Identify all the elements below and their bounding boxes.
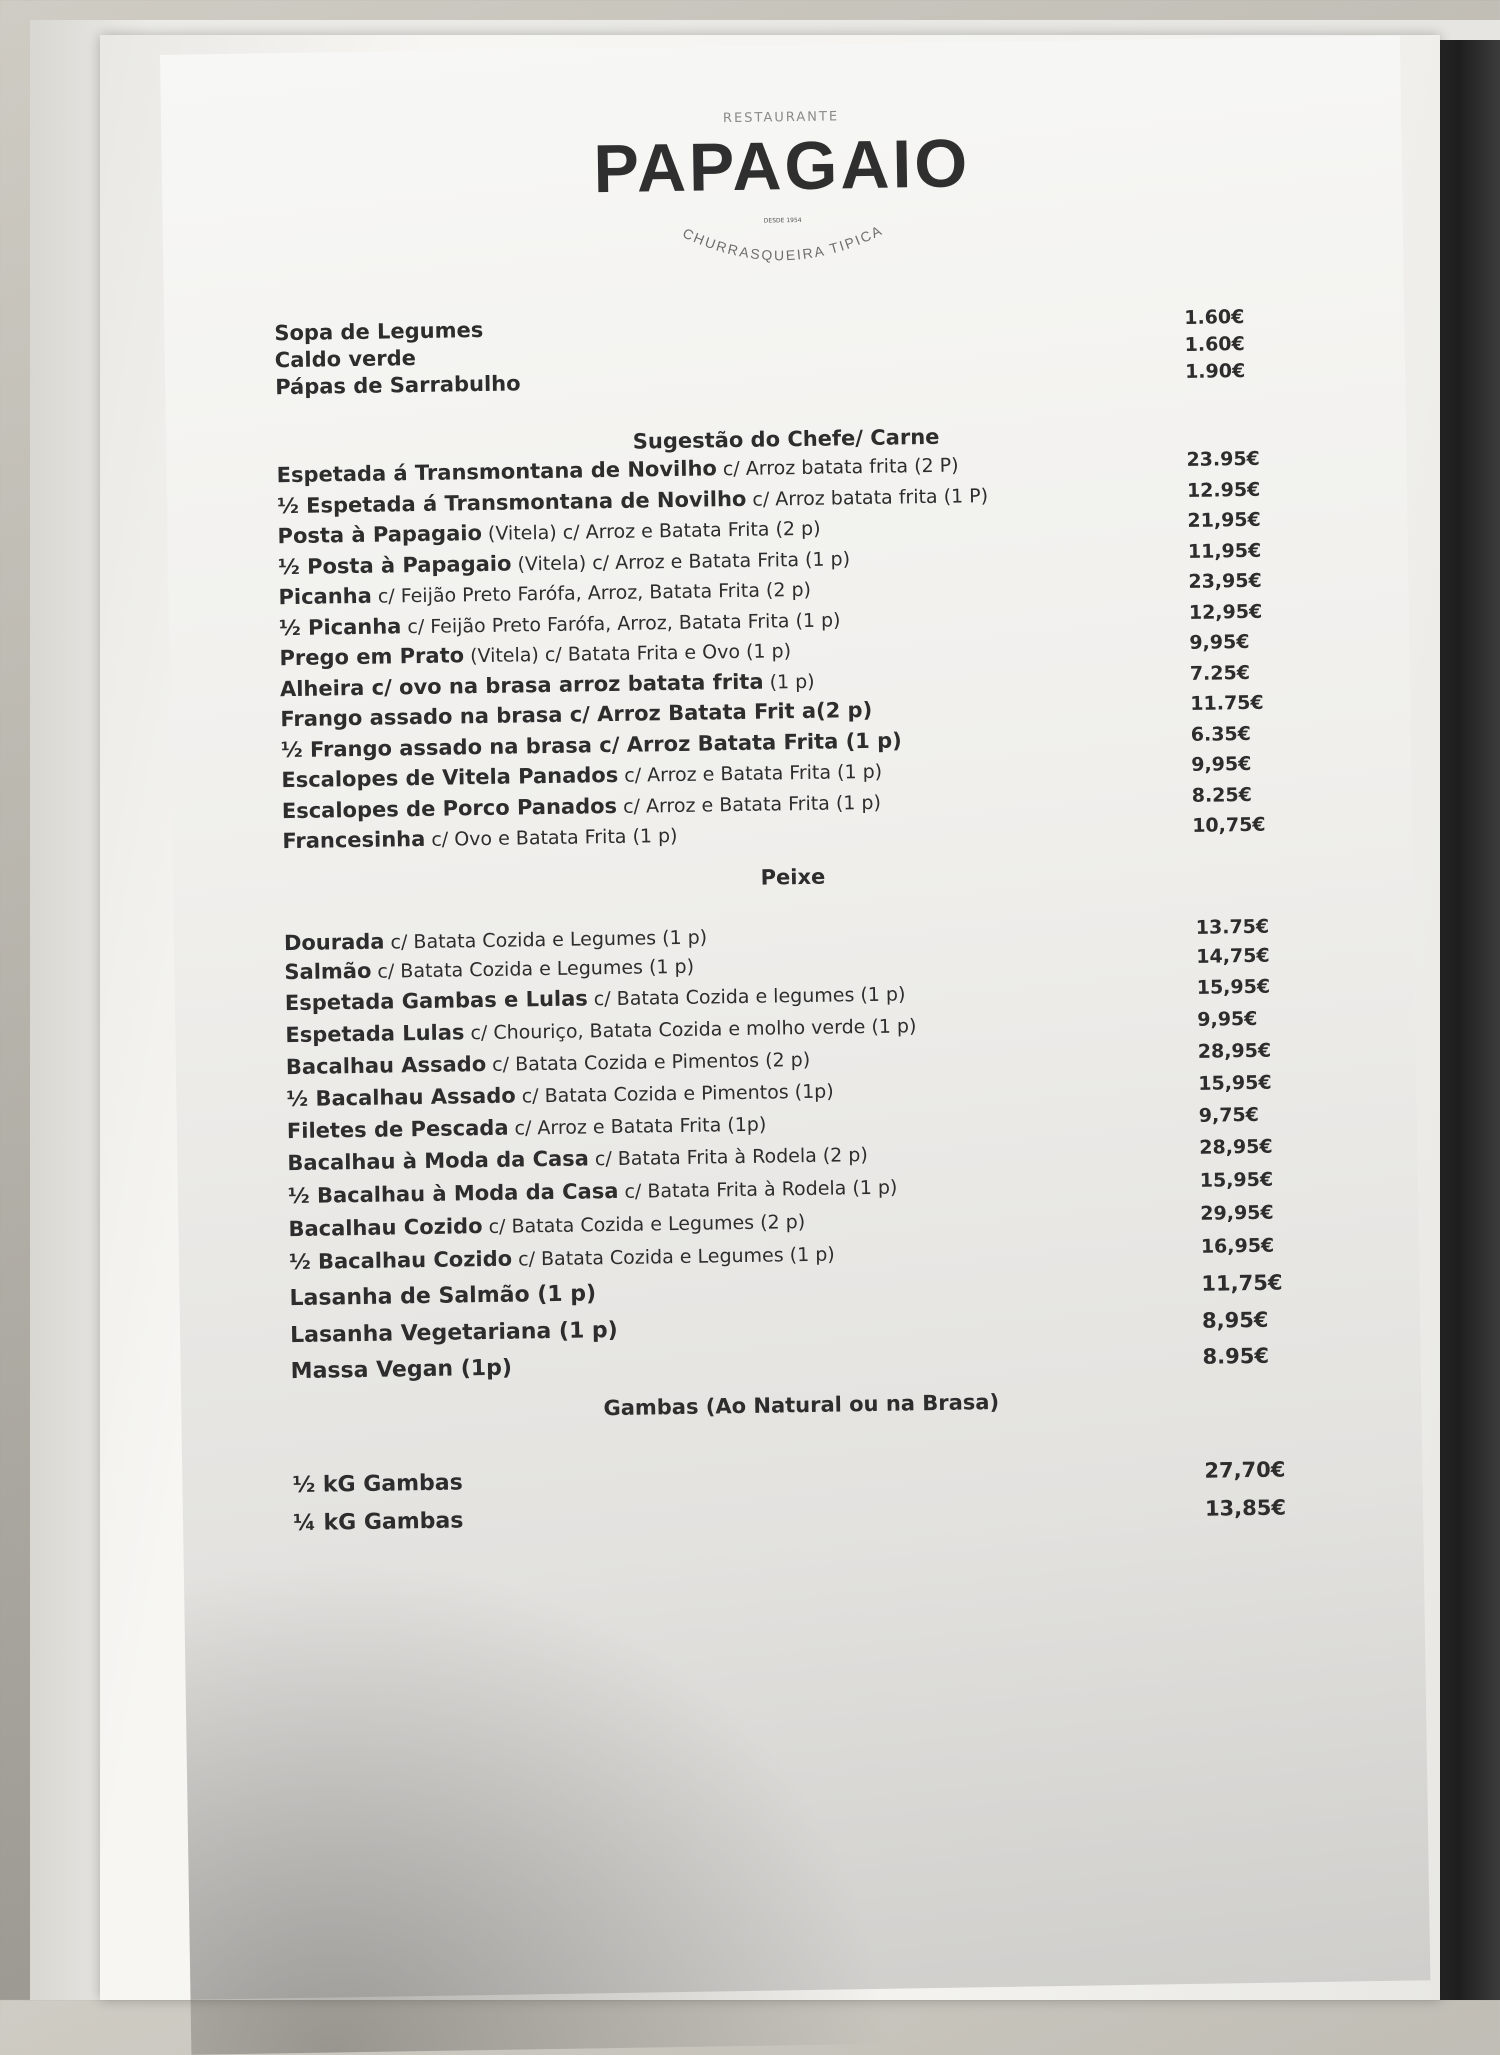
- menu-item-price: 13.75€: [1195, 915, 1270, 939]
- logo-tagline-arc: [163, 196, 1404, 305]
- menu-item-name: Francesinha c/ Ovo e Batata Frita (1 p): [282, 824, 678, 854]
- menu-item-price: 1.90€: [1184, 359, 1246, 383]
- section-heading-gambas: Gambas (Ao Natural ou na Brasa): [603, 1389, 1000, 1421]
- menu-item-description: (Vitela) c/ Arroz e Batata Frita (2 p): [481, 517, 821, 546]
- menu-item-name: ½ Picanha c/ Feijão Preto Farófa, Arroz, Batata Frita (1 p): [278, 608, 841, 640]
- menu-item-price: 9,75€: [1198, 1103, 1260, 1127]
- menu-item-name: ½ Espetada á Transmontana de Novilho c/ Arroz batata frita (1 P): [276, 484, 989, 518]
- menu-item-price: 11.75€: [1190, 691, 1264, 715]
- menu-item-description: c/ Ovo e Batata Frita (1 p): [425, 824, 678, 851]
- menu-item-description: c/ Batata Cozida e Legumes (2 p): [482, 1211, 806, 1239]
- menu-item-description: c/ Batata Cozida e Legumes (1 p): [384, 926, 708, 954]
- svg-text:CHURRASQUEIRA TIPICA: [680, 222, 886, 265]
- menu-item-price: 10,75€: [1192, 813, 1266, 837]
- menu-item-price: 28,95€: [1197, 1039, 1272, 1063]
- section-heading-carne: Sugestão do Chefe/ Carne: [632, 424, 940, 454]
- menu-item-name: ½ Frango assado na brasa c/ Arroz Batata Frita (1 p): [280, 727, 902, 762]
- menu-item-name: Sopa de Legumes: [274, 317, 484, 346]
- menu-item-price: 23,95€: [1188, 569, 1262, 593]
- menu-item-price: 7.25€: [1189, 661, 1251, 685]
- menu-item-description: c/ Chouriço, Batata Cozida e molho verde (1 p): [464, 1015, 917, 1045]
- menu-item-description: c/ Batata Cozida e Pimentos (1p): [515, 1080, 834, 1108]
- menu-item-description: c/ Batata Frita à Rodela (1 p): [618, 1176, 898, 1203]
- section-heading-peixe: Peixe: [760, 864, 826, 890]
- menu-item-name: Bacalhau à Moda da Casa c/ Batata Frita à Rodela (2 p): [287, 1144, 868, 1176]
- menu-item-description: (Vitela) c/ Batata Frita e Ovo (1 p): [463, 640, 792, 668]
- menu-item-price: 15,95€: [1199, 1168, 1274, 1192]
- logo-subtitle: RESTAURANTE: [722, 109, 840, 127]
- menu-item-description: c/ Batata Cozida e Legumes (1 p): [511, 1243, 835, 1271]
- menu-item-price: 1.60€: [1184, 332, 1245, 356]
- menu-item-name: Pápas de Sarrabulho: [275, 371, 521, 400]
- menu-item-name: Dourada c/ Batata Cozida e Legumes (1 p): [283, 926, 708, 956]
- menu-item-price: 6.35€: [1190, 722, 1252, 746]
- menu-item-name: Caldo verde: [274, 346, 417, 373]
- menu-item-name: Massa Vegan (1p): [290, 1355, 513, 1385]
- menu-item-price: 21,95€: [1187, 508, 1261, 532]
- menu-item-price: 28,95€: [1199, 1135, 1273, 1159]
- menu-item-price: 15,95€: [1196, 975, 1271, 999]
- menu-item-name: ½ Posta à Papagaio (Vitela) c/ Arroz e Batata Frita (1 p): [277, 547, 851, 579]
- menu-item-price: 9,95€: [1197, 1007, 1258, 1031]
- menu-item-price: 8.25€: [1191, 783, 1253, 807]
- menu-item-description: c/ Batata Cozida e Legumes (1 p): [371, 955, 695, 983]
- menu-item-description: c/ Arroz batata frita (1 P): [746, 484, 989, 511]
- menu-item-name: Prego em Prato (Vitela) c/ Batata Frita e Ovo (1 p): [279, 640, 792, 671]
- menu-item-description: c/ Arroz e Batata Frita (1 p): [618, 760, 883, 787]
- menu-page: [160, 36, 1430, 2000]
- restaurant-logo: PAPAGAIO: [592, 125, 971, 208]
- logo-since: DESDE 1954: [763, 216, 802, 225]
- menu-item-description: (1 p): [763, 670, 815, 694]
- menu-item-name: Lasanha Vegetariana (1 p): [289, 1317, 618, 1349]
- menu-item-price: 9,95€: [1191, 752, 1252, 776]
- menu-item-description: c/ Arroz batata frita (2 P): [716, 454, 959, 481]
- menu-item-description: c/ Feijão Preto Farófa, Arroz, Batata Frita (1 p): [401, 608, 841, 638]
- menu-item-name: Bacalhau Assado c/ Batata Cozida e Pimentos (2 p): [285, 1048, 811, 1080]
- menu-item-name: Salmão c/ Batata Cozida e Legumes (1 p): [284, 955, 695, 985]
- shadow: [184, 1544, 892, 2055]
- menu-item-price: 1.60€: [1184, 306, 1245, 329]
- menu-item-name: Frango assado na brasa c/ Arroz Batata Frit a(2 p): [280, 697, 873, 732]
- menu-item-name: ½ Bacalhau à Moda da Casa c/ Batata Frita à Rodela (1 p): [287, 1176, 898, 1209]
- menu-item-name: Espetada á Transmontana de Novilho c/ Arroz batata frita (2 P): [276, 454, 959, 488]
- menu-item-name: Alheira c/ ovo na brasa arroz batata frita (1 p): [279, 669, 815, 701]
- menu-item-price: 8.95€: [1202, 1343, 1270, 1369]
- menu-item-name: Picanha c/ Feijão Preto Farófa, Arroz, Batata Frita (2 p): [278, 578, 812, 610]
- menu-item-price: 11,75€: [1201, 1270, 1283, 1296]
- menu-item-name: Escalopes de Vitela Panados c/ Arroz e Batata Frita (1 p): [281, 760, 883, 793]
- menu-item-name: Lasanha de Salmão (1 p): [289, 1281, 597, 1312]
- menu-item-name: Escalopes de Porco Panados c/ Arroz e Batata Frita (1 p): [281, 791, 882, 823]
- menu-item-description: c/ Batata Cozida e Pimentos (2 p): [485, 1048, 811, 1076]
- menu-item-price: 16,95€: [1200, 1234, 1275, 1258]
- menu-item-name: ¼ kG Gambas: [292, 1508, 464, 1537]
- menu-item-name: ½ Bacalhau Cozido c/ Batata Cozida e Legumes (1 p): [288, 1243, 835, 1275]
- menu-item-description: c/ Arroz e Batata Frita (1 p): [616, 791, 882, 818]
- menu-item-name: Posta à Papagaio (Vitela) c/ Arroz e Batata Frita (2 p): [277, 517, 821, 549]
- menu-item-price: 27,70€: [1204, 1457, 1286, 1483]
- menu-item-price: 12,95€: [1188, 600, 1263, 624]
- menu-item-price: 9,95€: [1189, 630, 1250, 654]
- logo-tagline: CHURRASQUEIRA TIPICA: [680, 221, 886, 264]
- menu-item-name: Filetes de Pescada c/ Arroz e Batata Frita (1p): [286, 1113, 767, 1144]
- menu-item-price: 11,95€: [1187, 539, 1262, 563]
- menu-item-description: c/ Batata Cozida e legumes (1 p): [587, 983, 906, 1011]
- menu-item-price: 8,95€: [1201, 1307, 1269, 1333]
- menu-item-name: ½ kG Gambas: [292, 1470, 463, 1499]
- menu-item-price: 13,85€: [1204, 1495, 1287, 1521]
- menu-item-price: 29,95€: [1200, 1201, 1274, 1225]
- menu-item-name: Bacalhau Cozido c/ Batata Cozida e Legumes (2 p): [288, 1211, 806, 1242]
- menu-item-description: c/ Batata Frita à Rodela (2 p): [588, 1144, 868, 1171]
- menu-item-description: (Vitela) c/ Arroz e Batata Frita (1 p): [511, 547, 851, 576]
- menu-item-name: Espetada Lulas c/ Chouriço, Batata Cozida e molho verde (1 p): [285, 1015, 917, 1048]
- menu-item-price: 15,95€: [1198, 1071, 1272, 1095]
- menu-item-name: ½ Bacalhau Assado c/ Batata Cozida e Pimentos (1p): [286, 1080, 834, 1112]
- menu-item-name: Espetada Gambas e Lulas c/ Batata Cozida e legumes (1 p): [284, 983, 906, 1016]
- menu-item-description: c/ Arroz e Batata Frita (1p): [508, 1113, 767, 1140]
- menu-item-price: 23.95€: [1186, 447, 1260, 471]
- menu-item-price: 14,75€: [1196, 944, 1270, 968]
- menu-item-description: c/ Feijão Preto Farófa, Arroz, Batata Frita (2 p): [371, 578, 812, 608]
- menu-item-price: 12.95€: [1186, 478, 1261, 502]
